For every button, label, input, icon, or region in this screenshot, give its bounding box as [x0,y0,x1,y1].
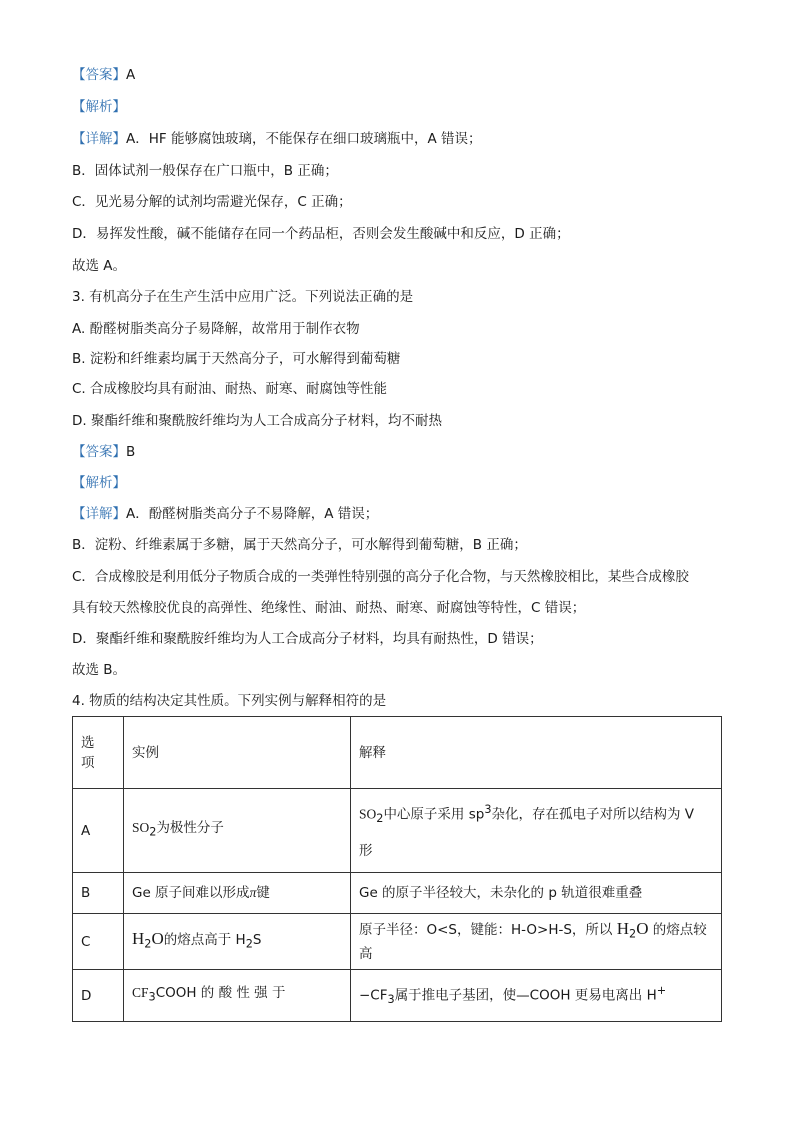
header-option-line-1: 选 [81,734,95,751]
row-b-example-post: 键 [256,885,270,901]
q3-option-b: B. 淀粉和纤维素均属于天然高分子，可水解得到葡萄糖 [72,351,401,367]
q3-detail-line-5: D．聚酯纤维和聚酰胺纤维均为人工合成高分子材料，均具有耐热性，D 错误； [72,631,543,647]
q3-detail-line-3: C．合成橡胶是利用低分子物质合成的一类弹性特别强的高分子化合物，与天然橡胶相比，某些合成橡胶 [72,569,689,585]
row-a-exp-mid: 中心原子采用 sp [383,806,485,823]
row-d-option: D [73,970,124,1022]
q3-detail-line-4: 具有较天然橡胶优良的高弹性、绝缘性、耐油、耐热、耐寒、耐腐蚀等特性，C 错误； [72,600,586,616]
q2-detail-line-1 [72,130,722,148]
row-d-cf-sub: 3 [148,990,156,1004]
row-c-exp-h: H [616,918,630,938]
row-d-example-post: COOH 的 酸 性 强 于 [155,985,286,1002]
row-c-exp-sub: 2 [629,927,637,941]
q2-answer-value: A [126,67,136,83]
q2-detail-line-3: C．见光易分解的试剂均需避光保存，C 正确； [72,194,352,210]
q2-answer-line [72,66,722,84]
q3-option-a: A. 酚醛树脂类高分子易降解，故常用于制作衣物 [72,321,360,337]
q2-analysis-label: 【解析】 [72,99,126,115]
q2-detail-tag: 【详解】 [72,131,126,147]
row-c-exp-post: 的熔点较高 [359,921,707,963]
row-d-example [124,970,351,1022]
header-example: 实例 [124,717,351,789]
q3-detail-line-1 [72,505,722,523]
row-c-h2-sub: 2 [245,937,253,951]
row-c-h: H [132,928,145,948]
row-c-h-sub: 2 [144,937,152,951]
header-option-line-2: 项 [81,754,95,771]
row-b-explanation: Ge 的原子半径较大，未杂化的 p 轨道很难重叠 [351,873,722,914]
row-c-o: O [151,928,164,948]
q3-answer-line [72,443,722,461]
row-b-pi-symbol: π [249,885,257,900]
q2-detail-text-1: A．HF 能够腐蚀玻璃，不能保存在细口玻璃瓶中，A 错误； [126,131,482,147]
q3-question: 3. 有机高分子在生产生活中应用广泛。下列说法正确的是 [72,289,414,305]
row-c-explanation [351,914,722,970]
q4-row-a [73,789,722,873]
row-b-option: B [73,873,124,914]
row-a-explanation [351,789,722,873]
row-a-exp-sub: 2 [376,812,384,826]
q2-conclusion: 故选 A。 [72,258,127,274]
row-d-explanation [351,970,722,1022]
row-a-exp-sup: 3 [484,802,492,816]
q3-option-c: C. 合成橡胶均具有耐油、耐热、耐寒、耐腐蚀等性能 [72,381,388,397]
q4-header-row [73,717,722,789]
q2-answer-tag: 【答案】 [72,67,126,83]
row-d-exp-sub: 3 [387,993,395,1007]
q4-row-d [73,970,722,1022]
row-d-exp-mid: 属于推电子基团，使—COOH 更易电离出 H [394,987,657,1004]
q3-detail-line-2: B．淀粉、纤维素属于多糖，属于天然高分子，可水解得到葡萄糖，B 正确； [72,537,527,553]
row-a-formula-sub: 2 [149,825,157,839]
q2-analysis-tag [72,98,722,116]
row-a-exp-formula: SO [359,806,377,822]
q3-option-d: D. 聚酯纤维和聚酰胺纤维均为人工合成高分子材料，均不耐热 [72,413,442,429]
row-b-example [124,873,351,914]
row-d-cf: CF [132,985,149,1001]
q4-table [72,716,722,1022]
q2-detail-line-4: D．易挥发性酸，碱不能储存在同一个药品柜，否则会发生酸碱中和反应，D 正确； [72,226,570,242]
header-explanation: 解释 [351,717,722,789]
row-c-exp-o: O [636,918,649,938]
row-c-mid: 的熔点高于 H [163,931,246,948]
q4-row-c [73,914,722,970]
row-a-exp-post: 杂化，存在孤电子对所以结构为 V [491,806,695,823]
row-a-example [124,789,351,873]
q3-analysis-tag [72,474,722,492]
header-option [73,717,124,789]
row-d-exp-sup: + [656,983,667,997]
row-a-example-text: 为极性分子 [156,820,224,837]
row-a-exp-line2: 形 [359,843,373,860]
row-c-exp-pre: 原子半径：O<S，键能：H-O>H-S，所以 [359,921,617,938]
q4-question: 4. 物质的结构决定其性质。下列实例与解释相符的是 [72,693,387,709]
q3-conclusion: 故选 B。 [72,662,127,678]
q3-detail-tag: 【详解】 [72,506,126,522]
q3-analysis-label: 【解析】 [72,475,126,491]
row-a-option: A [73,789,124,873]
q4-row-b [73,873,722,914]
row-c-s: S [252,931,262,948]
q3-answer-tag: 【答案】 [72,444,126,460]
q3-answer-value: B [126,444,136,460]
row-a-formula: SO [132,820,150,836]
row-c-option: C [73,914,124,970]
row-d-exp-pre: −CF [359,987,388,1004]
row-b-example-pre: Ge 原子间难以形成 [132,885,250,901]
q3-detail-text-1: A．酚醛树脂类高分子不易降解，A 错误； [126,506,379,522]
row-c-example [124,914,351,970]
q2-detail-line-2: B．固体试剂一般保存在广口瓶中，B 正确； [72,163,338,179]
